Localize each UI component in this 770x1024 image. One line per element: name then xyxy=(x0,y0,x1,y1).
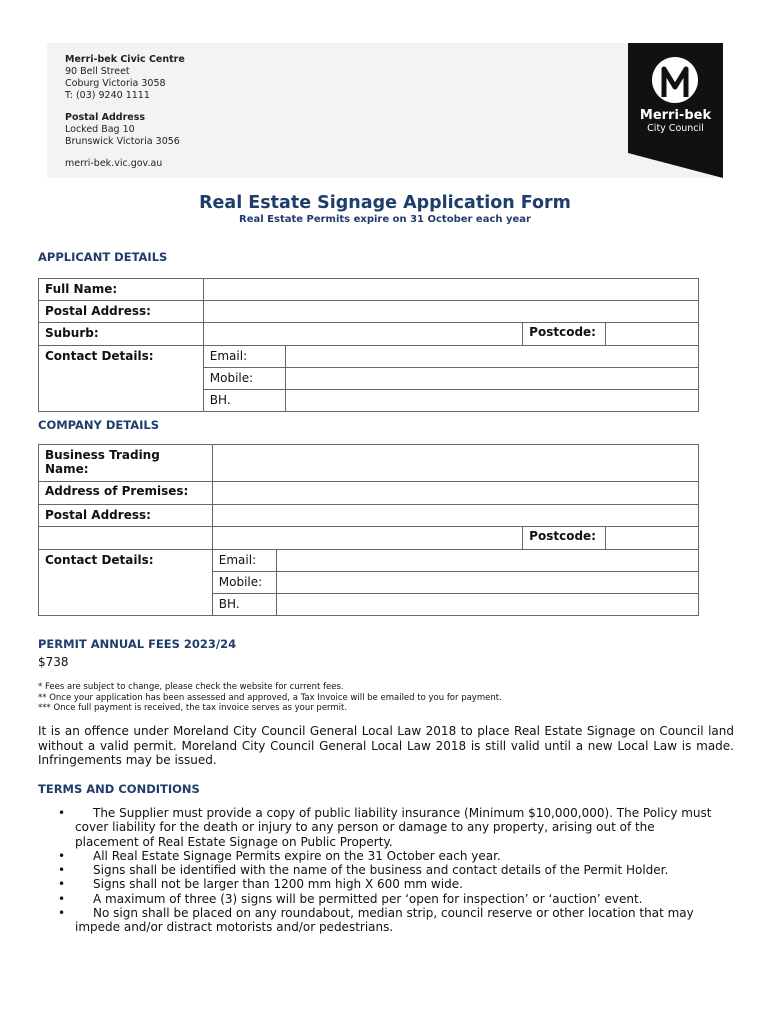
postal-bag: Locked Bag 10 xyxy=(65,124,135,135)
company-postal-address-label: Postal Address: xyxy=(39,505,213,527)
fee-note-1: * Fees are subject to change, please check the website for current fees. xyxy=(38,682,344,692)
terms-list xyxy=(38,806,718,935)
list-item: • No sign shall be placed on any roundabout, median strip, council reserve or other location that may impede and/or distract motorists and/or pedestrians. xyxy=(58,906,694,935)
email-label: Email: xyxy=(203,346,285,368)
suburb-label: Suburb: xyxy=(39,323,204,346)
company-heading: COMPANY DETAILS xyxy=(38,418,160,432)
company-postcode-field[interactable] xyxy=(606,527,699,550)
logo-sub: City Council xyxy=(647,123,704,134)
company-email-label: Email: xyxy=(212,550,276,572)
applicant-heading: APPLICANT DETAILS xyxy=(38,250,168,264)
company-postcode-label: Postcode: xyxy=(523,527,606,550)
fee-amount: $738 xyxy=(38,655,69,669)
company-email-field[interactable] xyxy=(276,550,698,572)
council-address-block xyxy=(65,54,185,170)
company-bh-field[interactable] xyxy=(276,594,698,616)
business-name-field[interactable] xyxy=(212,445,698,482)
council-logo xyxy=(628,43,723,178)
list-item: • Signs shall not be larger than 1200 mm high X 600 mm wide. xyxy=(58,877,463,892)
page-title: Real Estate Signage Application Form xyxy=(199,193,571,213)
postal-address-title: Postal Address xyxy=(65,112,146,123)
terms-heading: TERMS AND CONDITIONS xyxy=(38,782,200,796)
full-name-field[interactable] xyxy=(203,279,698,301)
postal-suburb: Brunswick Victoria 3056 xyxy=(65,136,180,147)
civic-suburb: Coburg Victoria 3058 xyxy=(65,78,166,89)
company-bh-label: BH. xyxy=(212,594,276,616)
list-item: • Signs shall be identified with the name of the business and contact details of the Permit Holder. xyxy=(58,863,669,878)
postcode-field[interactable] xyxy=(606,323,699,346)
company-contact-label: Contact Details: xyxy=(39,550,213,616)
fee-note-2: ** Once your application has been assessed and approved, a Tax Invoice will be emailed to you for payment. xyxy=(38,692,502,703)
civic-street: 90 Bell Street xyxy=(65,66,130,77)
list-item: • All Real Estate Signage Permits expire on the 31 October each year. xyxy=(58,848,501,863)
applicant-table xyxy=(38,278,699,412)
list-item: • A maximum of three (3) signs will be permitted per ‘open for inspection’ or ‘auction’ event. xyxy=(58,891,643,906)
postal-address-field[interactable] xyxy=(203,301,698,323)
company-mobile-field[interactable] xyxy=(276,572,698,594)
contact-details-label: Contact Details: xyxy=(39,346,204,412)
suburb-field[interactable] xyxy=(203,323,522,346)
letterhead xyxy=(47,43,723,178)
postal-address-label: Postal Address: xyxy=(39,301,204,323)
logo-name: Merri-bek xyxy=(639,108,712,123)
list-item: • The Supplier must provide a copy of public liability insurance (Minimum $10,000,000). The Policy must cover liability for the death or injury to any person or damage to any property, arising out of the placement of Real Estate Signage on Public Property. xyxy=(58,806,712,849)
fee-note-3: *** Once full payment is received, the tax invoice serves as your permit. xyxy=(38,703,348,713)
bh-field[interactable] xyxy=(285,390,698,412)
company-mobile-label: Mobile: xyxy=(212,572,276,594)
premises-label: Address of Premises: xyxy=(39,482,213,505)
council-website: merri-bek.vic.gov.au xyxy=(65,158,163,169)
company-postal-address-field[interactable] xyxy=(212,505,698,527)
email-field[interactable] xyxy=(285,346,698,368)
civic-phone: T: (03) 9240 1111 xyxy=(65,90,150,101)
company-suburb-extra-field[interactable] xyxy=(212,527,522,550)
company-table xyxy=(38,444,699,616)
premises-field[interactable] xyxy=(212,482,698,505)
civic-centre-name: Merri-bek Civic Centre xyxy=(65,54,185,65)
mobile-label: Mobile: xyxy=(203,368,285,390)
postcode-label: Postcode: xyxy=(523,323,606,346)
bh-label: BH. xyxy=(203,390,285,412)
offence-paragraph: It is an offence under Moreland City Council General Local Law 2018 to place Real Estate Signage on Council land without a valid permit. Moreland City Council General Local Law 2018 is still valid until a new Local Law is made. Infringements may be issued. xyxy=(38,724,734,767)
fee-notes xyxy=(38,682,502,714)
business-name-label: Business Trading Name: xyxy=(39,445,213,482)
fees-heading: PERMIT ANNUAL FEES 2023/24 xyxy=(38,637,237,651)
full-name-label: Full Name: xyxy=(39,279,204,301)
page-subtitle: Real Estate Permits expire on 31 October each year xyxy=(239,214,531,225)
mobile-field[interactable] xyxy=(285,368,698,390)
company-suburb-field[interactable] xyxy=(39,527,213,550)
